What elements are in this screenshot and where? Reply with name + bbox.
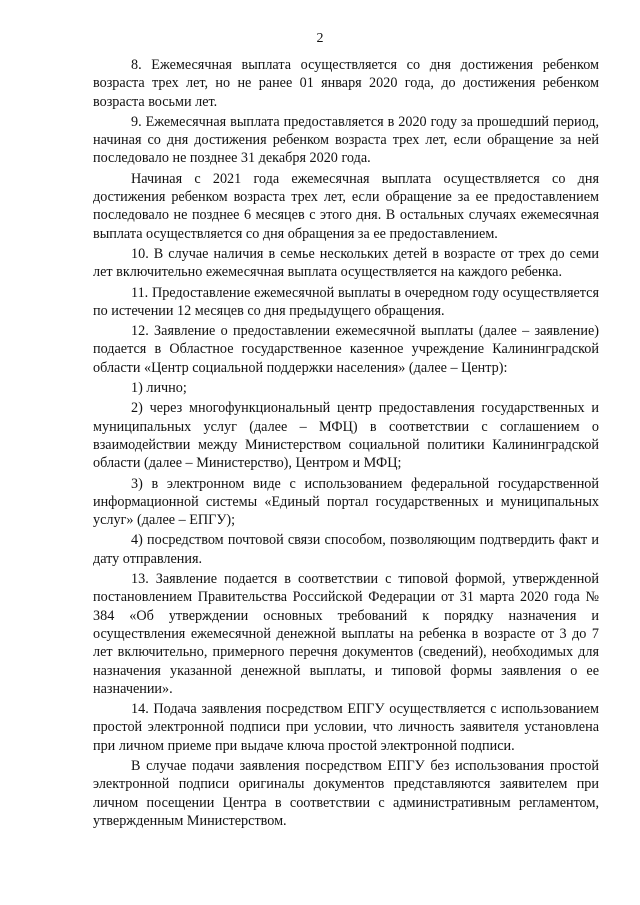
paragraph-item-14: 14. Подача заявления посредством ЕПГУ осуществляется с использованием простой электронной подписи при условии, что личность заявителя установлена при личном приеме при выдаче ключа простой электронной подписи. [93,701,599,754]
list-item-postal: 4) посредством почтовой связи способом, позволяющим подтвердить факт и дату отправления. [93,532,599,567]
list-item-mfc: 2) через многофункциональный центр предоставления государственных и муниципальных услуг (далее – МФЦ) в соответствии с соглашением о взаимодействии между Министерством социальной политики Калининградской области (далее – Министерство), Центром и МФЦ; [93,400,599,472]
list-item-in-person: 1) лично; [131,380,187,397]
page-number: 2 [316,31,324,46]
paragraph-item-12: 12. Заявление о предоставлении ежемесячной выплаты (далее – заявление) подается в Областное государственное казенное учреждение Калининградской области «Центр социальной поддержки населения» (далее – Центр): [93,323,599,376]
paragraph-item-13: 13. Заявление подается в соответствии с типовой формой, утвержденной постановлением Правительства Российской Федерации от 31 марта 2020 года № 384 «Об утверждении основных требований к порядку назначения и осуществления ежемесячной денежной выплаты на ребенка в возрасте от 3 до 7 лет включительно, примерного перечня документов (сведений), необходимых для назначения указанной денежной выплаты, и типовой формы заявления о ее назначении». [93,571,599,697]
list-item-electronic: 3) в электронном виде с использованием федеральной государственной информационной системы «Единый портал государственных и муниципальных услуг» (далее – ЕПГУ); [93,475,599,529]
paragraph-item-11: 11. Предоставление ежемесячной выплаты в очередном году осуществляется по истечении 12 месяцев со дня предыдущего обращения. [93,284,599,319]
paragraph-item-9: 9. Ежемесячная выплата предоставляется в 2020 году за прошедший период, начиная со дня достижения ребенком возраста трех лет, если обращение за ней последовало не позднее 31 декабря 2020 года. [93,113,599,167]
paragraph-epgu-without-signature: В случае подачи заявления посредством ЕПГУ без использования простой электронной подписи оригиналы документов представляются заявителем при личном посещении Центра в соответствии с административным регламентом, утвержденным Министерством. [93,757,599,829]
document-body [93,56,599,832]
paragraph-item-10: 10. В случае наличия в семье нескольких детей в возрасте от трех до семи лет включительно ежемесячная выплата осуществляется на каждого ребенка. [93,245,599,281]
paragraph-item-8: 8. Ежемесячная выплата осуществляется со дня достижения ребенком возраста трех лет, но не ранее 01 января 2020 года, до достижения ребенком возраста восьми лет. [93,57,599,110]
paragraph-2021-rule: Начиная с 2021 года ежемесячная выплата осуществляется со дня достижения ребенком возраста трех лет, если обращение за ее предоставлением последовало не позднее 6 месяцев с этого дня. В остальных случаях ежемесячная выплата осуществляется со дня обращения за ее предоставлением. [93,170,599,242]
